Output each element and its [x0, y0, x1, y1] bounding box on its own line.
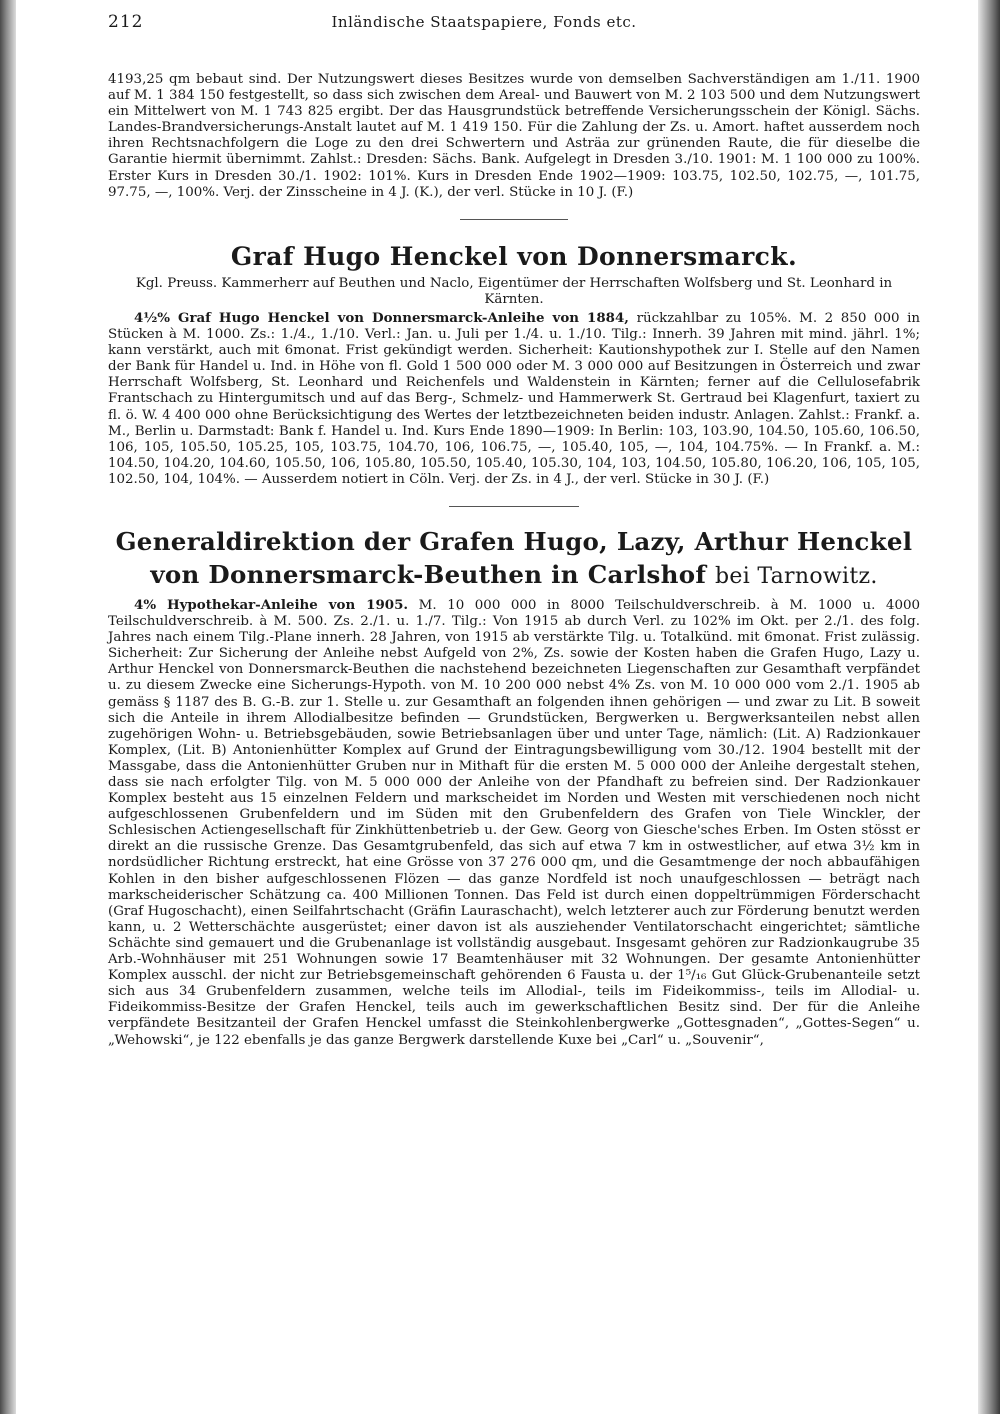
section-divider: [460, 219, 568, 220]
section1-subtitle: Kgl. Preuss. Kammerherr auf Beuthen und Naclo, Eigentümer der Herrschaften Wolfsberg und St. Leonhard in Kärnten.: [135, 275, 893, 307]
section2-title: [108, 525, 920, 593]
page: [108, 14, 920, 1049]
section-divider: [449, 506, 579, 507]
section1-loan-heading: 4½% Graf Hugo Henckel von Donnersmarck-Anleihe von 1884,: [134, 309, 629, 326]
page-number: 212: [108, 12, 144, 32]
intro-paragraph: 4193,25 qm bebaut sind. Der Nutzungswert dieses Besitzes wurde von demselben Sachverständigen am 1./11. 1900 auf M. 1 384 150 festgestellt, so dass sich zwischen dem Areal- und Bauwert von M. 2 103 500 und dem Nutzungswert ein Mittelwert von M. 1 743 825 ergibt. Der das Hausgrundstück betreffende Versicherungsschein der Königl. Sächs. Landes-Brandversicherungs-Anstalt lautet auf M. 1 419 150. Für die Zahlung der Zs. u. Amort. haftet ausserdem noch ihren Rechtsnachfolgern die Loge zu den drei Schwertern und Asträa zur grünenden Raute, die für dieselbe die Garantie hiermit übernimmt. Zahlst.: Dresden: Sächs. Bank. Aufgelegt in Dresden 3./10. 1901: M. 1 100 000 zu 100%. Erster Kurs in Dresden 30./1. 1902: 101%. Kurs in Dresden Ende 1902—1909: 103.75, 102.50, 102.75, —, 101.75, 97.75, —, 100%. Verj. der Zinsscheine in 4 J. (K.), der verl. Stücke in 10 J. (F.): [108, 72, 920, 200]
section1-title: Graf Hugo Henckel von Donnersmarck.: [230, 241, 798, 271]
section2-body-text: M. 10 000 000 in 8000 Teilschuldverschreib. à M. 1000 u. 4000 Teilschuldverschreib. à M. 500. Zs. 2./1. u. 1./7. Tilg.: Von 1915 ab durch Verl. zu 102% im Okt. per 2./1. des folg. Jahres nach einem Tilg.-Plane innerh. 28 Jahren, von 1915 ab verstärkte Tilg. u. Totalkünd. mit 6monat. Frist zulässig. Sicherheit: Zur Sicherung der Anleihe nebst Aufgeld von 2%, Zs. sowie der Kosten haben die Grafen Hugo, Lazy u. Arthur Henckel von Donnersmarck-Beuthen die nachstehend bezeichneten Liegenschaften zur Gesamthaft verpfändet u. zu diesem Zwecke eine Sicherungs-Hypoth. von M. 10 200 000 nebst 4% Zs. von M. 10 000 000 vom 2./1. 1905 ab gemäss § 1187 des B. G.-B. zur 1. Stelle u. zur Gesamthaft an folgenden ihnen gehörigen — und zwar zu Lit. B soweit sich die Anteile in ihrem Allodialbesitze befinden — Grundstücken, Bergwerken u. Bergwerksanteilen nebst allen zugehörigen Wohn- u. Betriebsgebäuden, sowie Betriebsanlagen über und unter Tage, nämlich: (Lit. A) Radzionkauer Komplex, (Lit. B) Antonienhütter Komplex auf Grund der Eintragungsbewilligung vom 30./12. 1904 bestellt mit der Massgabe, dass die Antonienhütter Gruben nur in Mithaft für die ersten M. 5 000 000 der Anleihe dergestalt stehen, dass sie nach erfolgter Tilg. von M. 5 000 000 der Anleihe von der Pfandhaft zu befreien sind. Der Radzionkauer Komplex besteht aus 15 einzelnen Feldern und markscheidet im Norden und Westen mit verschiedenen noch nicht aufgeschlossenen Grubenfeldern und im Süden mit den Grubenfeldern des Grafen von Tiele Winckler, der Schlesischen Actiengesellschaft für Zinkhüttenbetrieb u. der Gew. Georg von Giesche'sches Erben. Im Osten stösst er direkt an die russische Grenze. Das Gesamtgrubenfeld, das sich auf etwa 7 km in ostwestlicher, auf etwa 3½ km in nordsüdlicher Richtung erstreckt, hat eine Grösse von 37 276 000 qm, und die Gesamtmenge der noch abbaufähigen Kohlen in den bisher aufgeschlossenen Flözen — das ganze Nordfeld ist noch unaufgeschlossen — beträgt nach markscheiderischer Schätzung ca. 400 Millionen Tonnen. Das Feld ist durch einen doppeltrümmigen Förderschacht (Graf Hugoschacht), einen Seilfahrtschacht (Gräfin Lauraschacht), welch letzterer auch zur Förderung benutzt werden kann, u. 2 Wetterschächte ausgerüstet; einer davon ist als ausziehender Ventilatorschacht eingerichtet; sämtliche Schächte sind gemauert und die Grubenanlage ist vollständig ausgebaut. Insgesamt gehören zur Radzionkaugrube 35 Arb.-Wohnhäuser mit 251 Wohnungen sowie 17 Beamtenhäuser mit 32 Wohnungen. Der gesamte Antonienhütter Komplex ausschl. der nicht zur Betriebsgemeinschaft gehörenden 6 Fausta u. der 1⁵/₁₆ Gut Glück-Grubenanteile setzt sich aus 34 Grubenfeldern zusammen, welche teils im Allodial-, teils im Fideikommiss-, teils im Allodial- u. Fideikommiss-Besitze der Grafen Henckel, teils auch im gewerkschaftlichen Besitz sind. Der für die Anleihe verpfändete Besitzanteil der Grafen Henckel umfasst die Steinkohlenbergwerke „Gottesgnaden“, „Gottes-Segen“ u. „Wehowski“, je 122 ebenfalls je das ganze Bergwerk darstellende Kuxe bei „Carl“ u. „Souvenir“,: [108, 597, 920, 1048]
section1-body: [108, 310, 920, 488]
section2-loan-heading: 4% Hypothekar-Anleihe von 1905.: [134, 596, 409, 613]
page-header: [108, 14, 920, 42]
section2-body: [108, 597, 920, 1049]
running-head: Inländische Staatspapiere, Fonds etc.: [331, 13, 637, 31]
section2-title-line1: Generaldirektion der Grafen Hugo, Lazy, Arthur Henckel: [115, 526, 913, 556]
section2-title-line2-wrap: [108, 558, 920, 593]
section2-title-line2: von Donnersmarck-Beuthen in Carlshof: [150, 559, 707, 589]
section1-body-text: rückzahlbar zu 105%. M. 2 850 000 in Stücken à M. 1000. Zs.: 1./4., 1./10. Verl.: Jan. u. Juli per 1./4. u. 1./10. Tilg.: Innerh. 39 Jahren mit mind. jährl. 1%; kann verstärkt, auch mit 6monat. Frist gekündigt werden. Sicherheit: Kautionshypothek zur I. Stelle auf den Namen der Bank für Handel u. Ind. in Höhe von fl. Gold 1 500 000 oder M. 3 000 000 auf Besitzungen in Österreich und zwar Herrschaft Wolfsberg, St. Leonhard und Reichenfels und Waldenstein in Kärnten; ferner auf die Cellulosefabrik Frantschach zu Hintergumitsch und auf das Berg-, Schmelz- und Hammerwerk St. Gertraud bei Klagenfurt, taxiert zu fl. ö. W. 4 400 000 ohne Berücksichtigung des Wertes der letztbezeichneten beiden industr. Anlagen. Zahlst.: Frankf. a. M., Berlin u. Darmstadt: Bank f. Handel u. Ind. Kurs Ende 1890—1909: In Berlin: 103, 103.90, 104.50, 105.60, 106.50, 106, 105, 105.50, 105.25, 105, 103.75, 104.70, 106, 106.75, —, 105.40, 105, —, 104, 104.75%. — In Frankf. a. M.: 104.50, 104.20, 104.60, 105.50, 106, 105.80, 105.50, 105.40, 105.30, 104, 103, 104.50, 105.80, 106.20, 106, 105, 105, 102.50, 104, 104%. — Ausserdem notiert in Cöln. Verj. der Zs. in 4 J., der verl. Stücke in 30 J. (F.): [108, 310, 920, 487]
scan-edge-left: [0, 0, 16, 1414]
section2-title-suffix: bei Tarnowitz.: [715, 563, 878, 589]
scan-edge-right: [978, 0, 1000, 1414]
